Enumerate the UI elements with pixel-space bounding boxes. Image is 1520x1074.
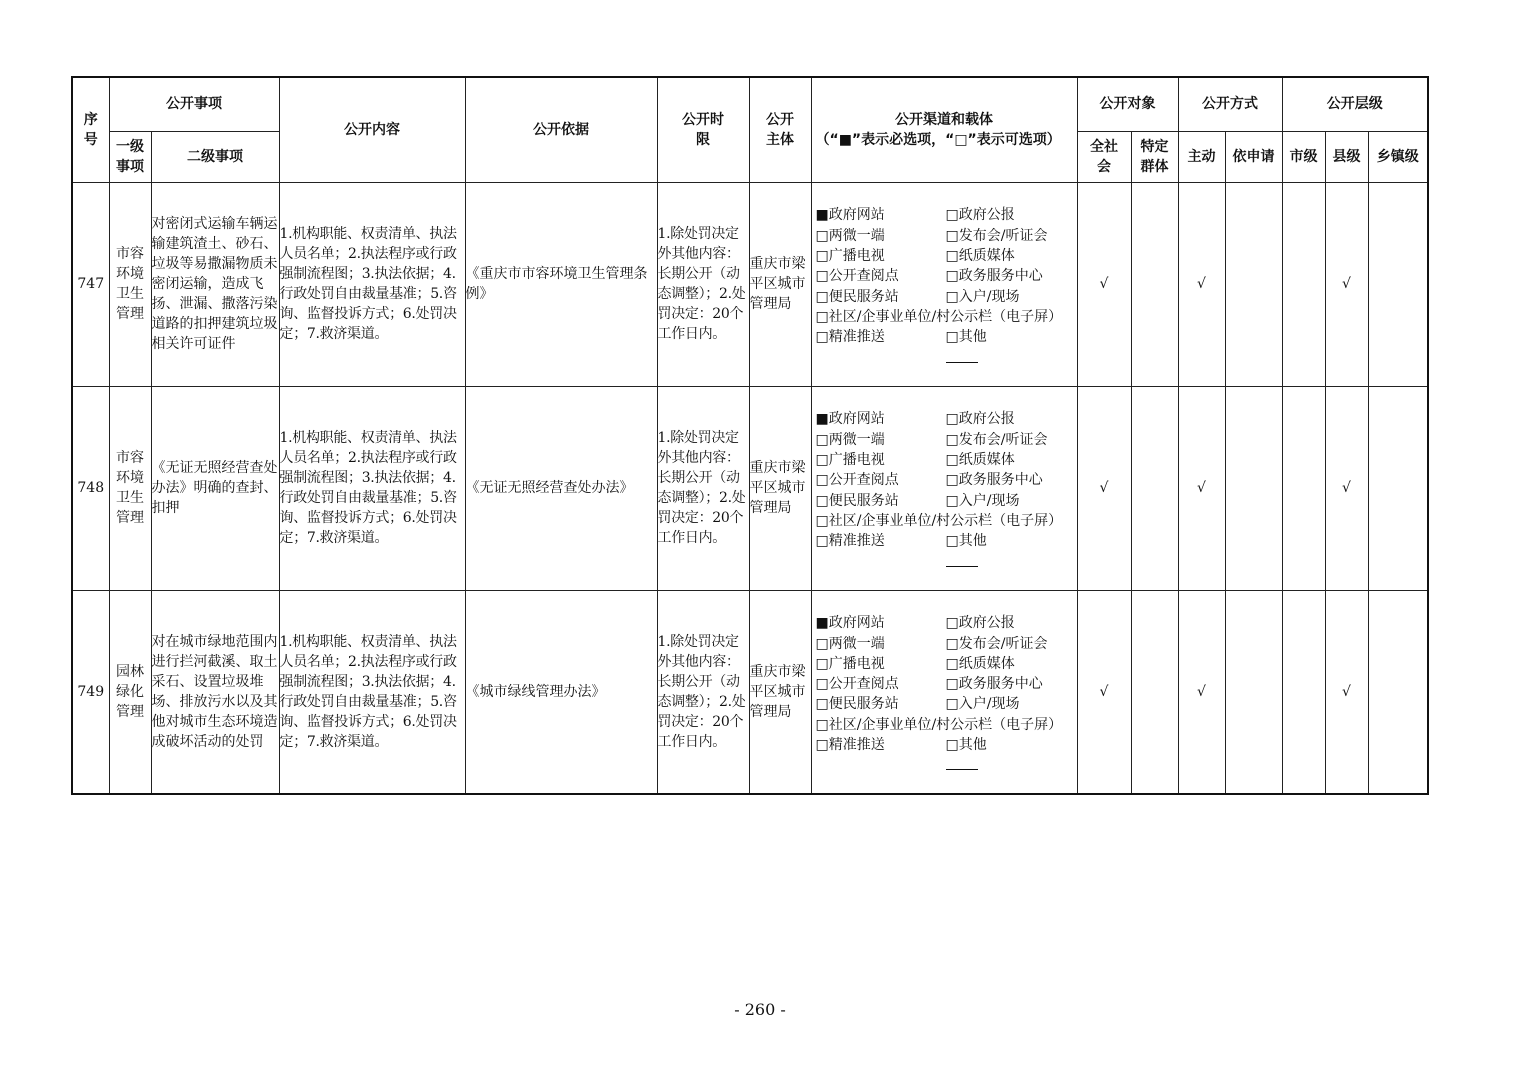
header-channel-title: 公开渠道和载体	[895, 111, 993, 128]
header-level-city: 市级	[1282, 131, 1325, 182]
row-basis: 《重庆市市容环境卫生管理条例》	[465, 182, 657, 386]
channel-option: □政务服务中心	[945, 472, 1043, 489]
row-method-apply	[1225, 590, 1282, 794]
channel-option-other: □其他	[946, 735, 1076, 770]
row-level2: 《无证无照经营查处办法》明确的查封、扣押	[151, 386, 279, 590]
row-seq: 748	[72, 386, 109, 590]
row-target-specific	[1131, 182, 1178, 386]
table-body	[72, 182, 1428, 794]
row-level1: 园林绿化管理	[109, 590, 151, 794]
channel-option: □公开查阅点	[815, 676, 899, 693]
channel-list	[812, 613, 1077, 770]
row-level-city	[1282, 386, 1325, 590]
channel-option: □广播电视	[815, 452, 885, 469]
disclosure-table	[71, 76, 1429, 795]
channel-option: □两微一端	[815, 635, 885, 652]
channel-option: □入户/现场	[945, 492, 1020, 509]
row-level-city	[1282, 182, 1325, 386]
row-seq: 749	[72, 590, 109, 794]
channel-option: □便民服务站	[815, 696, 899, 713]
channel-option: □发布会/听证会	[945, 635, 1048, 652]
header-content: 公开内容	[279, 77, 465, 182]
header-method-active: 主动	[1178, 131, 1225, 182]
channel-option: □政府公报	[945, 615, 1015, 632]
channel-option-other: □其他	[946, 327, 1076, 362]
row-target-specific	[1131, 590, 1178, 794]
channel-option: □政府公报	[945, 207, 1015, 224]
row-level-county: √	[1325, 386, 1368, 590]
row-basis: 《无证无照经营查处办法》	[465, 386, 657, 590]
channel-list	[812, 409, 1077, 566]
channel-option: ■政府网站	[815, 411, 885, 428]
blank-line	[946, 552, 978, 567]
channel-option-push: □精准推送	[815, 736, 885, 753]
row-level-county: √	[1325, 182, 1368, 386]
row-level1: 市容环境卫生管理	[109, 386, 151, 590]
channel-option: □政务服务中心	[945, 676, 1043, 693]
channel-option-other: □其他	[946, 531, 1076, 566]
row-level2: 对在城市绿地范围内进行拦河截溪、取土采石、设置垃圾堆场、排放污水以及其他对城市生态环境造成破坏活动的处罚	[151, 590, 279, 794]
header-time-limit: 公开时限	[657, 77, 749, 182]
row-subject: 重庆市梁平区城市管理局	[749, 386, 811, 590]
row-content: 1.机构职能、权责清单、执法人员名单；2.执法程序或行政强制流程图；3.执法依据；4.行政处罚自由裁量基准；5.咨询、监督投诉方式；6.处罚决定；7.救济渠道。	[279, 182, 465, 386]
row-level-town	[1368, 386, 1428, 590]
header-level1: 一级事项	[109, 131, 151, 182]
header-channel	[811, 77, 1077, 182]
row-target-all: √	[1077, 182, 1131, 386]
row-subject: 重庆市梁平区城市管理局	[749, 182, 811, 386]
row-subject: 重庆市梁平区城市管理局	[749, 590, 811, 794]
header-subject: 公开主体	[749, 77, 811, 182]
header-target: 公开对象	[1077, 77, 1178, 131]
header-level-town: 乡镇级	[1368, 131, 1428, 182]
channel-option: □公开查阅点	[815, 472, 899, 489]
row-channels	[811, 590, 1077, 794]
channel-option: □政府公报	[945, 411, 1015, 428]
row-channels	[811, 182, 1077, 386]
table-row	[72, 386, 1428, 590]
channel-list	[812, 205, 1077, 362]
channel-option-community: □社区/企事业单位/村公示栏（电子屏）	[815, 512, 1063, 529]
header-seq: 序号	[72, 77, 109, 182]
blank-line	[946, 755, 978, 770]
row-channels	[811, 386, 1077, 590]
row-level-town	[1368, 590, 1428, 794]
header-item-group: 公开事项	[109, 77, 279, 131]
row-method-active: √	[1178, 182, 1225, 386]
channel-option: □发布会/听证会	[945, 431, 1048, 448]
channel-option: □纸质媒体	[945, 452, 1015, 469]
row-level1: 市容环境卫生管理	[109, 182, 151, 386]
row-method-apply	[1225, 386, 1282, 590]
channel-option-push: □精准推送	[815, 533, 885, 550]
header-basis: 公开依据	[465, 77, 657, 182]
channel-option: □便民服务站	[815, 492, 899, 509]
row-content: 1.机构职能、权责清单、执法人员名单；2.执法程序或行政强制流程图；3.执法依据；4.行政处罚自由裁量基准；5.咨询、监督投诉方式；6.处罚决定；7.救济渠道。	[279, 590, 465, 794]
channel-option: ■政府网站	[815, 615, 885, 632]
channel-option: □纸质媒体	[945, 655, 1015, 672]
header-method: 公开方式	[1178, 77, 1282, 131]
page-number: - 260 -	[734, 1000, 786, 1019]
channel-option: □入户/现场	[945, 696, 1020, 713]
channel-option: ■政府网站	[815, 207, 885, 224]
header-level: 公开层级	[1282, 77, 1428, 131]
table-row	[72, 182, 1428, 386]
channel-option: □两微一端	[815, 227, 885, 244]
channel-option: □广播电视	[815, 248, 885, 265]
row-level2: 对密闭式运输车辆运输建筑渣土、砂石、垃圾等易撒漏物质未密闭运输，造成飞扬、泄漏、撒落污染道路的扣押建筑垃圾相关许可证件	[151, 182, 279, 386]
row-seq: 747	[72, 182, 109, 386]
table-row	[72, 590, 1428, 794]
row-method-active: √	[1178, 386, 1225, 590]
header-target-specific: 特定群体	[1131, 131, 1178, 182]
row-level-county: √	[1325, 590, 1368, 794]
row-level-town	[1368, 182, 1428, 386]
header-level2: 二级事项	[151, 131, 279, 182]
channel-option: □政务服务中心	[945, 268, 1043, 285]
row-target-all: √	[1077, 590, 1131, 794]
header-level-county: 县级	[1325, 131, 1368, 182]
channel-option-community: □社区/企事业单位/村公示栏（电子屏）	[815, 716, 1063, 733]
row-target-all: √	[1077, 386, 1131, 590]
header-channel-note: （“■”表示必选项，“□”表示可选项）	[815, 131, 1061, 148]
row-method-apply	[1225, 182, 1282, 386]
header-method-apply: 依申请	[1225, 131, 1282, 182]
channel-option: □纸质媒体	[945, 248, 1015, 265]
channel-option: □入户/现场	[945, 288, 1020, 305]
row-time-limit: 1.除处罚决定外其他内容：长期公开（动态调整）；2.处罚决定：20个工作日内。	[657, 182, 749, 386]
row-method-active: √	[1178, 590, 1225, 794]
channel-option: □便民服务站	[815, 288, 899, 305]
channel-option: □发布会/听证会	[945, 227, 1048, 244]
row-time-limit: 1.除处罚决定外其他内容：长期公开（动态调整）；2.处罚决定：20个工作日内。	[657, 386, 749, 590]
row-basis: 《城市绿线管理办法》	[465, 590, 657, 794]
row-target-specific	[1131, 386, 1178, 590]
header-target-all: 全社会	[1077, 131, 1131, 182]
row-content: 1.机构职能、权责清单、执法人员名单；2.执法程序或行政强制流程图；3.执法依据；4.行政处罚自由裁量基准；5.咨询、监督投诉方式；6.处罚决定；7.救济渠道。	[279, 386, 465, 590]
row-level-city	[1282, 590, 1325, 794]
channel-option-community: □社区/企事业单位/村公示栏（电子屏）	[815, 308, 1063, 325]
channel-option: □公开查阅点	[815, 268, 899, 285]
blank-line	[946, 348, 978, 363]
row-time-limit: 1.除处罚决定外其他内容：长期公开（动态调整）；2.处罚决定：20个工作日内。	[657, 590, 749, 794]
channel-option: □两微一端	[815, 431, 885, 448]
channel-option-push: □精准推送	[815, 329, 885, 346]
channel-option: □广播电视	[815, 655, 885, 672]
